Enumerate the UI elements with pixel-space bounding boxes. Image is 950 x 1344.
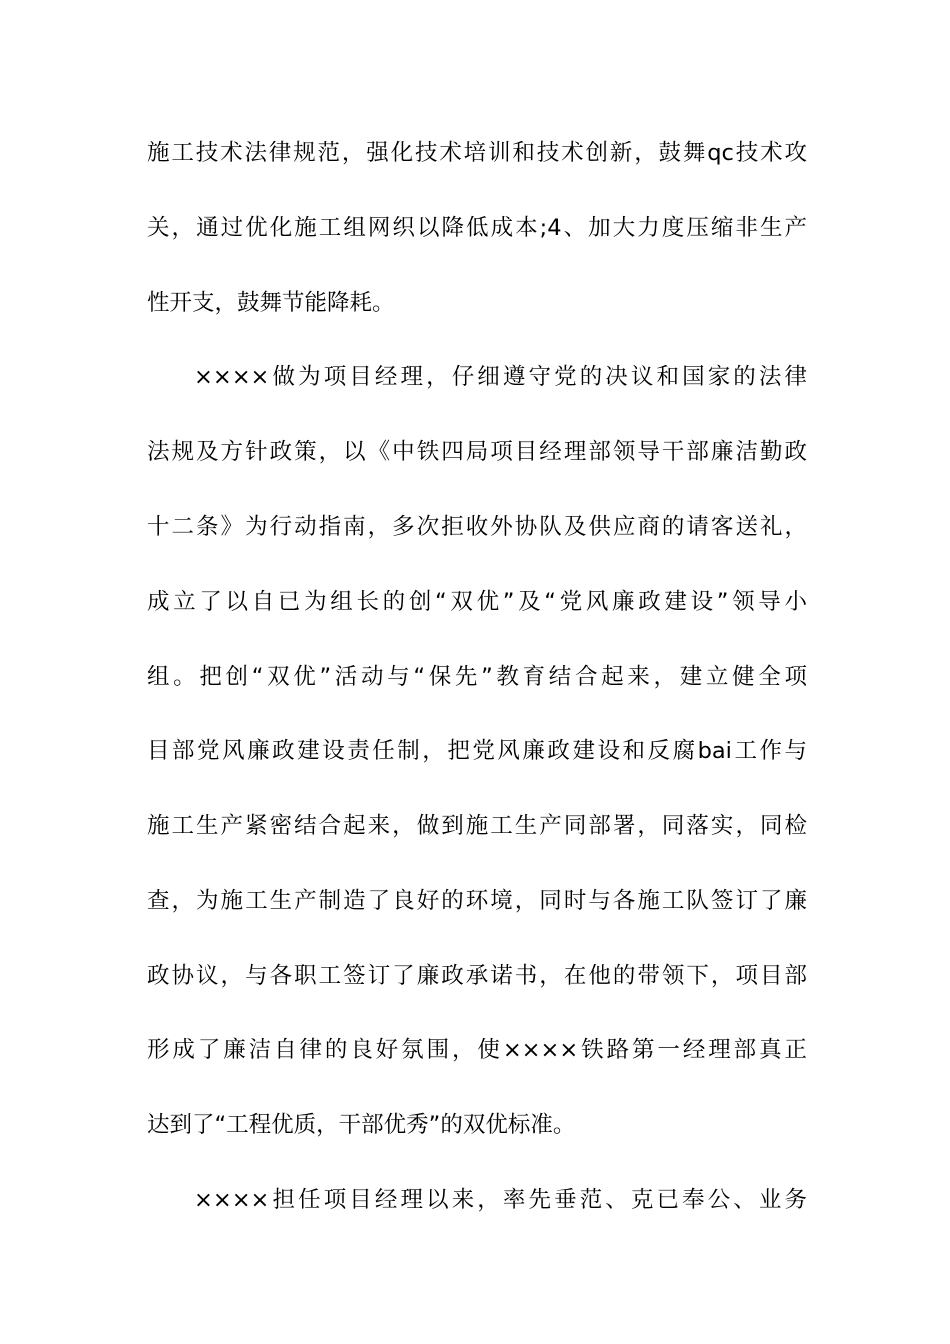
text-line: 目部党风廉政建设责任制，把党风廉政建设和反腐bai工作与 — [147, 738, 807, 764]
text-line: 施工生产紧密结合起来，做到施工生产同部署，同落实，同检 — [147, 813, 807, 839]
text-line: 组。把创“双优”活动与“保先”教育结合起来，建立健全项 — [147, 664, 807, 690]
text-line: 成立了以自已为组长的创“双优”及“党风廉政建设”领导小 — [147, 589, 807, 615]
text-line: 关，通过优化施工组网织以降低成本;4、加大力度压缩非生产 — [147, 215, 807, 241]
text-line: 法规及方针政策，以《中铁四局项目经理部领导干部廉洁勤政 — [147, 439, 807, 465]
text-line: 达到了“工程优质，干部优秀”的双优标准。 — [147, 1112, 576, 1138]
paragraph-first-line: ××××担任项目经理以来，率先垂范、克已奉公、业务 — [194, 1187, 807, 1213]
text-line: 性开支，鼓舞节能降耗。 — [147, 290, 395, 316]
text-line: 形成了廉洁自律的良好氛围，使××××铁路第一经理部真正 — [147, 1037, 807, 1063]
text-line: 政协议，与各职工签订了廉政承诺书，在他的带领下，项目部 — [147, 963, 807, 989]
text-line: 查，为施工生产制造了良好的环境，同时与各施工队签订了廉 — [147, 888, 807, 914]
text-line: 十二条》为行动指南，多次拒收外协队及供应商的请客送礼， — [147, 514, 807, 540]
text-line: 施工技术法律规范，强化技术培训和技术创新，鼓舞qc技术攻 — [147, 140, 807, 166]
paragraph-first-line: ××××做为项目经理，仔细遵守党的决议和国家的法律 — [194, 364, 807, 390]
